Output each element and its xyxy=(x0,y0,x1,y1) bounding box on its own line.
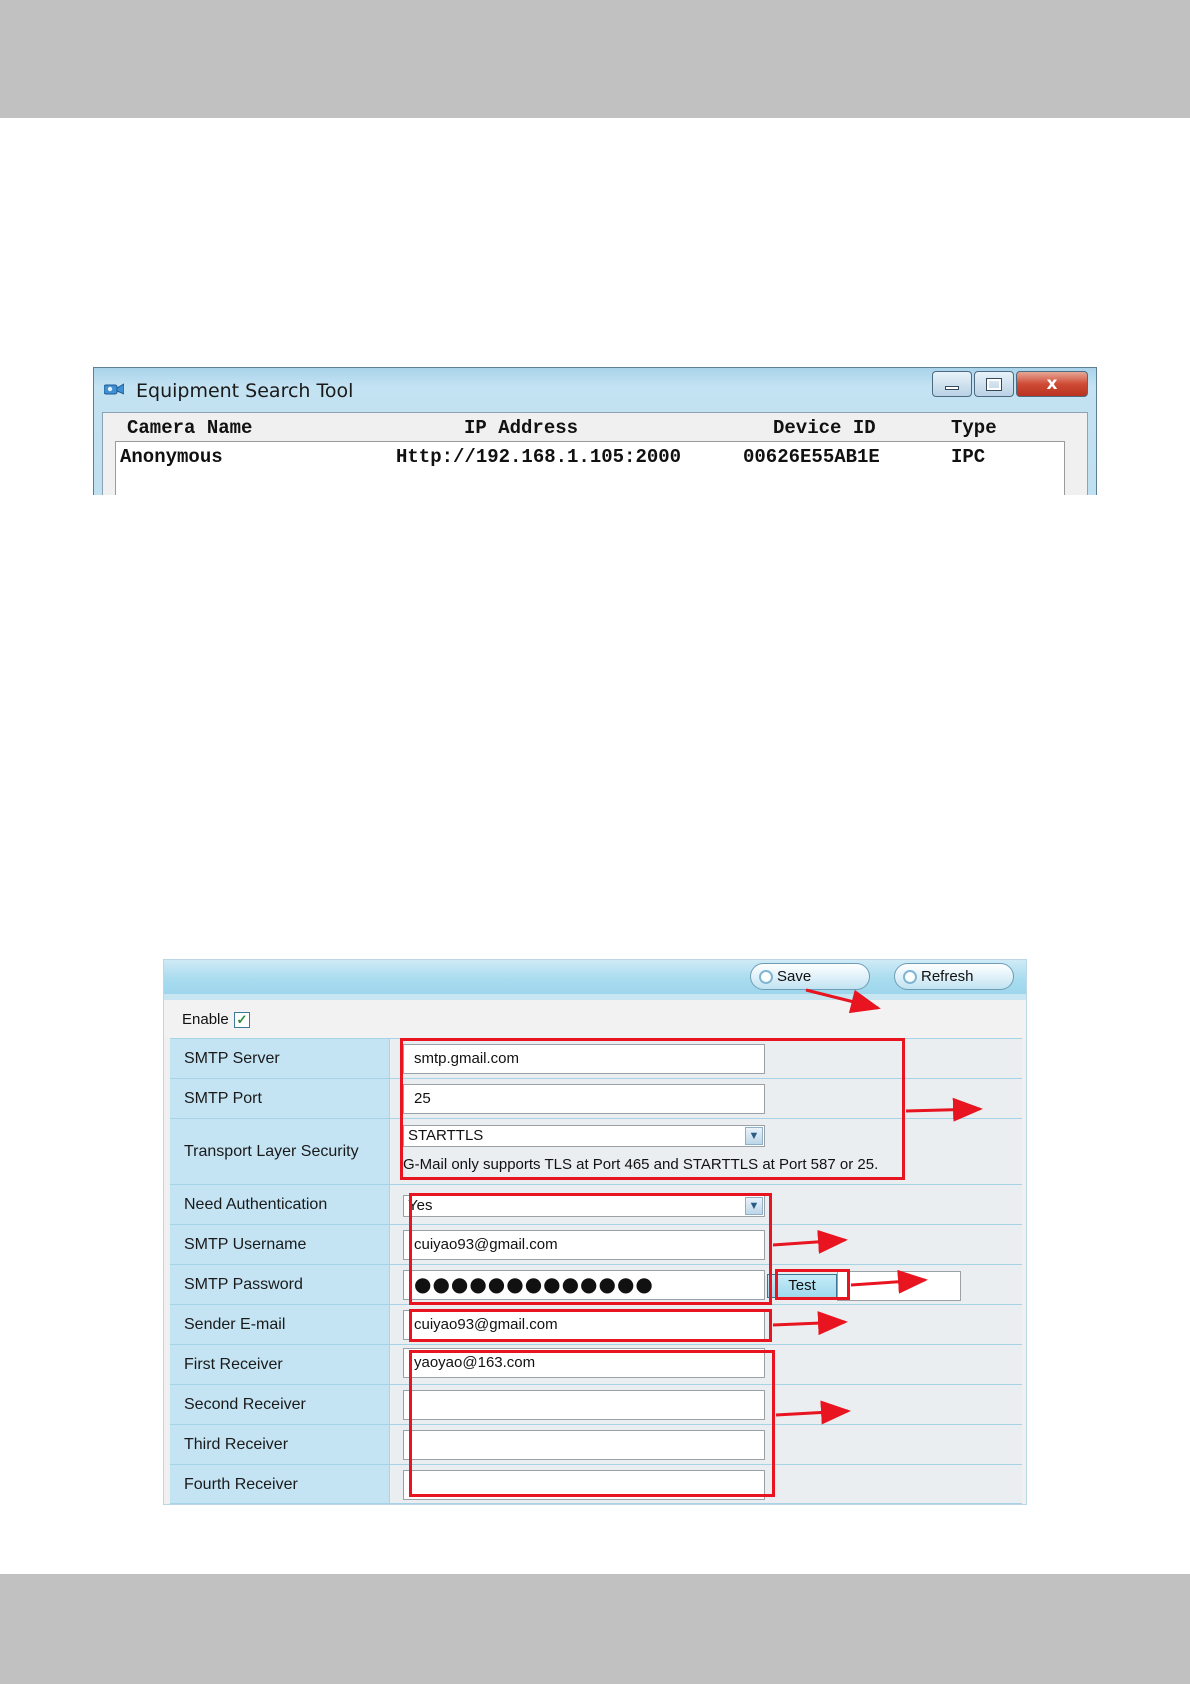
device-type: IPC xyxy=(951,446,986,468)
column-header-camera-name[interactable]: Camera Name xyxy=(127,417,253,439)
smtp-server-input[interactable]: smtp.gmail.com xyxy=(403,1044,765,1074)
tls-label: Transport Layer Security xyxy=(184,1143,359,1160)
smtp-username-label: SMTP Username xyxy=(184,1236,307,1253)
enable-label: Enable xyxy=(182,1011,229,1028)
arrow-credentials xyxy=(773,1240,845,1245)
third-receiver-label: Third Receiver xyxy=(184,1436,289,1453)
device-id: 00626E55AB1E xyxy=(743,446,880,468)
arrow-test xyxy=(851,1280,925,1285)
enable-checkbox[interactable]: ✓ xyxy=(234,1012,250,1028)
tls-hint: G-Mail only supports TLS at Port 465 and STARTTLS at Port 587 or 25. xyxy=(403,1156,879,1173)
smtp-port-label: SMTP Port xyxy=(184,1090,262,1107)
chevron-down-icon: ▼ xyxy=(745,1127,763,1145)
smtp-password-input[interactable]: ●●●●●●●●●●●●● xyxy=(403,1270,765,1300)
sender-email-label: Sender E-mail xyxy=(184,1316,286,1333)
column-header-device-id[interactable]: Device ID xyxy=(773,417,876,439)
arrow-sender-email xyxy=(773,1322,845,1325)
close-icon: x xyxy=(1046,374,1058,394)
column-header-ip-address[interactable]: IP Address xyxy=(464,417,579,439)
fourth-receiver-label: Fourth Receiver xyxy=(184,1476,298,1493)
column-header-type[interactable]: Type xyxy=(951,417,997,439)
chevron-down-icon: ▼ xyxy=(745,1197,763,1215)
page-footer-band xyxy=(0,1574,1190,1684)
second-receiver-label: Second Receiver xyxy=(184,1396,306,1413)
arrow-to-save xyxy=(806,990,878,1008)
window-title: Equipment Search Tool xyxy=(136,380,354,402)
arrow-smtp-settings xyxy=(906,1109,980,1111)
smtp-username-input[interactable]: cuiyao93@gmail.com xyxy=(403,1230,765,1260)
save-label: Save xyxy=(777,968,812,985)
refresh-label: Refresh xyxy=(921,968,974,985)
first-receiver-input[interactable]: yaoyao@163.com xyxy=(403,1348,765,1378)
smtp-server-label: SMTP Server xyxy=(184,1050,280,1067)
device-ip-address: Http://192.168.1.105:2000 xyxy=(396,446,682,468)
test-button[interactable]: Test xyxy=(767,1274,837,1298)
device-camera-name: Anonymous xyxy=(120,446,223,468)
sender-email-input[interactable]: cuiyao93@gmail.com xyxy=(403,1310,765,1340)
smtp-port-input[interactable]: 25 xyxy=(403,1084,765,1114)
first-receiver-label: First Receiver xyxy=(184,1356,283,1373)
arrow-receivers xyxy=(776,1411,848,1415)
need-auth-selected-value: Yes xyxy=(408,1197,433,1214)
need-auth-label: Need Authentication xyxy=(184,1196,328,1213)
smtp-password-label: SMTP Password xyxy=(184,1276,303,1293)
tls-selected-value: STARTTLS xyxy=(408,1127,484,1144)
